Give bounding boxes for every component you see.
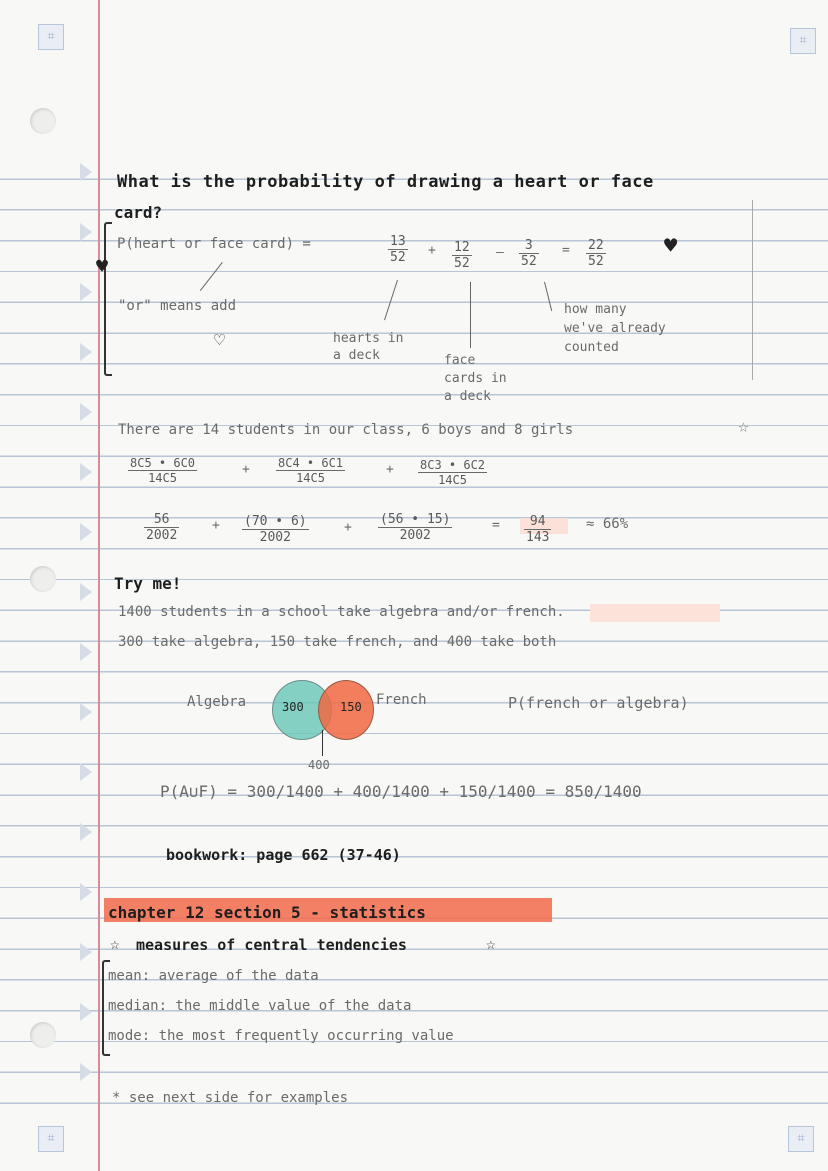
chapter-title: chapter 12 section 5 - statistics (108, 903, 426, 922)
try-me-line2: 300 take algebra, 150 take french, and 400 take both (118, 634, 557, 650)
margin-triangle-icon (80, 163, 92, 181)
q2-n1-num: 56 (153, 512, 170, 527)
q2-n3-den: 2002 (378, 527, 452, 543)
try-me-question: P(french or algebra) (508, 694, 689, 712)
q2-plus-3: + (212, 518, 220, 533)
margin-triangle-icon (80, 523, 92, 541)
heart-icon: ♥ (664, 234, 678, 259)
q1-note-counted: how many we've already counted (564, 302, 666, 355)
margin-triangle-icon (80, 283, 92, 301)
margin-triangle-icon (80, 943, 92, 961)
q1-fraction-4 (586, 238, 606, 269)
star-icon: ☆ (110, 934, 120, 953)
q1-fraction-3 (519, 238, 539, 269)
q2-n2-num: (70 • 6) (244, 514, 307, 529)
q1-f4-den: 52 (588, 254, 604, 269)
q1-f2-den: 52 (454, 256, 470, 271)
q1-note-hearts: hearts in a deck (333, 331, 404, 363)
try-me-highlight (590, 604, 720, 622)
page-header-area (0, 0, 828, 149)
margin-triangle-icon (80, 583, 92, 601)
q1-f4-num: 22 (588, 238, 604, 253)
margin-triangle-icon (80, 883, 92, 901)
q2-c2-den: 14C5 (276, 470, 345, 485)
q1-f1-den: 52 (390, 250, 406, 265)
margin-triangle-icon (80, 1003, 92, 1021)
q1-fraction-2 (452, 240, 472, 271)
q2-num-frac-1 (144, 512, 179, 543)
venn-left-label: Algebra (187, 694, 247, 710)
q1-f3-num: 3 (524, 238, 533, 253)
arrow-icon (470, 282, 471, 348)
q2-combo-1 (128, 456, 197, 485)
margin-triangle-icon (80, 1063, 92, 1081)
page-footer-area (0, 1120, 828, 1171)
q1-f2-num: 12 (454, 240, 470, 255)
q1-eq: = (562, 243, 570, 258)
q2-combo-3 (418, 458, 487, 487)
q2-result-num: 94 (529, 514, 546, 529)
q2-plus-1: + (242, 462, 250, 477)
q2-approx: ≈ 66% (586, 516, 629, 532)
margin-triangle-icon (80, 223, 92, 241)
q2-n3-num: (56 • 15) (380, 512, 451, 527)
corner-mark-icon: ⌗ (38, 24, 64, 50)
q2-c1-num: 8C5 • 6C0 (130, 456, 196, 470)
q2-result-den: 143 (526, 530, 550, 545)
punch-hole (30, 108, 56, 134)
punch-hole (30, 1022, 56, 1048)
star-icon: ☆ (486, 934, 496, 953)
q1-fraction-1 (388, 234, 408, 265)
q2-plus-4: + (344, 520, 352, 535)
q1-f1-num: 13 (390, 234, 406, 249)
venn-both-value: 400 (308, 758, 330, 772)
q2-c1-den: 14C5 (128, 470, 197, 485)
definition-mean: mean: average of the data (108, 968, 319, 984)
q2-num-frac-2 (242, 514, 309, 545)
q2-result (524, 514, 551, 545)
margin-triangle-icon (80, 463, 92, 481)
q2-eq: = (492, 518, 500, 533)
q2-c2-num: 8C4 • 6C1 (278, 456, 344, 470)
margin-triangle-icon (80, 703, 92, 721)
q2-combo-2 (276, 456, 345, 485)
chapter-subtitle: measures of central tendencies (136, 936, 407, 954)
corner-mark-icon: ⌗ (38, 1126, 64, 1152)
q1-op1: + (428, 243, 436, 258)
try-me-answer: P(A∪F) = 300/1400 + 400/1400 + 150/1400 = 850/1400 (160, 782, 642, 801)
q2-n1-den: 2002 (146, 528, 178, 543)
corner-mark-icon: ⌗ (788, 1126, 814, 1152)
heart-icon: ♥ (96, 254, 109, 278)
q1-note-or: "or" means add (118, 298, 237, 314)
margin-triangle-icon (80, 823, 92, 841)
punch-hole (30, 566, 56, 592)
q2-plus-2: + (386, 462, 394, 477)
q1-title-line1: What is the probability of drawing a heart or face (117, 172, 654, 192)
corner-mark-icon: ⌗ (790, 28, 816, 54)
heart-outline-icon: ♡ (214, 330, 225, 351)
q2-c3-den: 14C5 (418, 472, 487, 487)
q1-f3-den: 52 (521, 254, 537, 269)
q1-op2: – (496, 245, 504, 260)
q1-title-line2: card? (114, 203, 163, 222)
footnote: * see next side for examples (112, 1090, 349, 1106)
margin-line (98, 0, 100, 1171)
margin-triangle-icon (80, 763, 92, 781)
definition-mode: mode: the most frequently occurring value (108, 1028, 454, 1044)
margin-triangle-icon (80, 343, 92, 361)
definition-median: median: the middle value of the data (108, 998, 412, 1014)
margin-triangle-icon (80, 643, 92, 661)
q2-n2-den: 2002 (242, 529, 309, 545)
bookwork-note: bookwork: page 662 (37-46) (166, 846, 401, 864)
q2-statement: There are 14 students in our class, 6 boys and 8 girls (118, 422, 574, 438)
venn-algebra-value: 300 (282, 700, 304, 714)
q1-note-face: face cards in a deck (444, 353, 507, 404)
venn-pointer-line (322, 730, 323, 756)
margin-triangle-icon (80, 403, 92, 421)
q1-bracket (104, 222, 112, 376)
try-me-line1: 1400 students in a school take algebra and/or french. (118, 604, 565, 620)
star-icon: ☆ (738, 416, 749, 437)
q2-c3-num: 8C3 • 6C2 (420, 458, 486, 472)
try-me-heading: Try me! (114, 574, 182, 593)
q2-num-frac-3 (378, 512, 452, 543)
venn-french-value: 150 (340, 700, 362, 714)
q1-expression-label: P(heart or face card) = (117, 236, 311, 252)
venn-right-label: French (376, 692, 427, 708)
q1-box-edge (752, 200, 753, 380)
